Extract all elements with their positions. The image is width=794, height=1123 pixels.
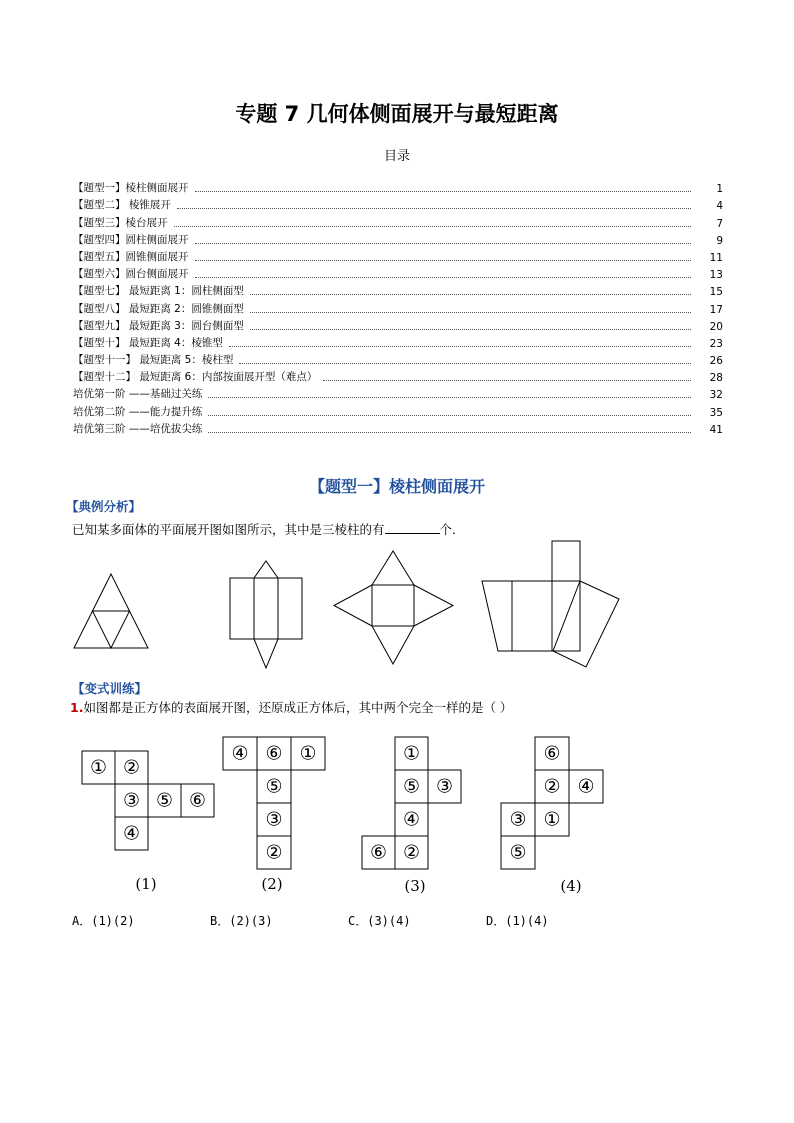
- net-cell: ②: [543, 775, 561, 798]
- toc-label: 【题型八】 最短距离 2：圆锥侧面型: [73, 302, 244, 315]
- triangle-net: [74, 574, 148, 648]
- document-title: 专题 7 几何体侧面展开与最短距离: [235, 102, 559, 126]
- net-cell: ⑤: [509, 841, 527, 864]
- toc-page: 17: [709, 303, 723, 316]
- question-text: 如图都是正方体的表面展开图，还原成正方体后，其中两个完全一样的是（ ）: [83, 700, 513, 715]
- toc-page: 41: [709, 423, 723, 436]
- net-cell: ①: [543, 808, 561, 831]
- net-cell: ⑤: [155, 789, 174, 812]
- option-b[interactable]: [210, 912, 273, 929]
- toc-page: 7: [716, 217, 723, 230]
- option-a[interactable]: [72, 912, 135, 929]
- toc-page: 1: [716, 183, 723, 196]
- toc-entry[interactable]: [73, 247, 723, 264]
- toc-leader: [174, 226, 692, 227]
- toc-entry[interactable]: [73, 419, 723, 436]
- net-cell: ④: [231, 742, 249, 765]
- practice-label: 【变式训练】: [72, 681, 148, 696]
- toc-page: 15: [709, 286, 723, 299]
- toc-label: 培优第一阶 ——基础过关练: [73, 388, 203, 401]
- net-caption: (1): [135, 875, 157, 893]
- toc-page: 28: [709, 372, 723, 385]
- pyramid-net: [334, 551, 453, 664]
- toc-page: 20: [709, 320, 723, 333]
- net-cell: ①: [89, 756, 108, 779]
- toc-entry[interactable]: [73, 212, 723, 229]
- toc-label: 【题型九】 最短距离 3：圆台侧面型: [73, 319, 244, 332]
- toc-page: 32: [709, 389, 723, 402]
- option-letter: C．: [348, 914, 368, 928]
- toc-entry[interactable]: [73, 333, 723, 350]
- toc-label: 【题型七】 最短距离 1：圆柱侧面型: [73, 285, 244, 298]
- net-cell: ④: [577, 775, 595, 798]
- toc-label: 培优第二阶 ——能力提升练: [73, 405, 203, 418]
- net-caption: (3): [404, 877, 426, 895]
- net-cell: ②: [402, 841, 421, 864]
- toc-leader: [177, 208, 691, 209]
- toc-label: 【题型十】 最短距离 4：棱锥型: [73, 336, 223, 349]
- toc-label: 【题型三】棱台展开: [73, 216, 168, 229]
- section-title: 【题型一】棱柱侧面展开: [308, 477, 485, 496]
- net-cell: ③: [122, 789, 141, 812]
- practice-question: [70, 698, 512, 716]
- polyhedron-nets-figure: [0, 535, 794, 670]
- toc-entry[interactable]: [73, 384, 723, 401]
- toc-entry[interactable]: [73, 264, 723, 281]
- toc-entry[interactable]: [73, 230, 723, 247]
- toc-label: 【题型一】棱柱侧面展开: [73, 182, 189, 195]
- net-cell: ④: [122, 822, 141, 845]
- toc-page: 11: [709, 251, 723, 264]
- net-cell: ⑤: [265, 775, 283, 798]
- toc-entry[interactable]: [73, 178, 723, 195]
- net-cell: ①: [299, 742, 317, 765]
- option-d[interactable]: [486, 912, 549, 929]
- net-cell: ⑤: [402, 775, 421, 798]
- option-letter: A．: [72, 914, 92, 928]
- net-cell: ③: [265, 808, 283, 831]
- cube-nets-figure: [0, 730, 794, 900]
- toc-page: 23: [709, 337, 723, 350]
- toc-page: 26: [709, 355, 723, 368]
- toc-leader: [195, 243, 692, 244]
- example-text-end: 个．: [439, 522, 465, 537]
- net-cell: ②: [265, 841, 283, 864]
- net-cell: ⑥: [188, 789, 207, 812]
- net-cell: ②: [122, 756, 141, 779]
- toc-label: 【题型十一】 最短距离 5：棱柱型: [73, 354, 234, 367]
- toc-page: 35: [709, 406, 723, 419]
- toc-label: 【题型六】圆台侧面展开: [73, 268, 189, 281]
- option-letter: D．: [486, 914, 506, 928]
- toc-page: 4: [716, 200, 723, 213]
- toc-page: 9: [716, 234, 723, 247]
- toc-heading: 目录: [383, 149, 410, 164]
- toc-entry[interactable]: [73, 401, 723, 418]
- toc-leader: [208, 432, 691, 433]
- answer-blank[interactable]: [385, 521, 440, 534]
- table-of-contents: [73, 178, 723, 436]
- option-text: (1)(2): [91, 914, 135, 928]
- toc-entry[interactable]: [73, 298, 723, 315]
- option-text: (3)(4): [367, 914, 411, 928]
- net-cell: ⑥: [369, 841, 388, 864]
- net-cell: ③: [435, 775, 454, 798]
- toc-leader: [239, 363, 691, 364]
- net-cell: ⑥: [265, 742, 283, 765]
- net-cell: ③: [509, 808, 527, 831]
- toc-leader: [250, 294, 691, 295]
- example-label: 【典例分析】: [66, 499, 142, 514]
- option-letter: B．: [210, 914, 230, 928]
- irregular-net: [482, 541, 619, 667]
- toc-label: 【题型四】圆柱侧面展开: [73, 233, 189, 246]
- toc-leader: [229, 346, 691, 347]
- option-text: (2)(3): [229, 914, 273, 928]
- toc-leader: [323, 380, 691, 381]
- option-c[interactable]: [348, 912, 411, 929]
- net-cell: ④: [402, 808, 421, 831]
- toc-leader: [208, 397, 691, 398]
- example-text: 已知某多面体的平面展开图如图所示，其中是三棱柱的有: [72, 522, 385, 537]
- toc-leader: [208, 415, 691, 416]
- toc-label: 培优第三阶 ——培优拔尖练: [73, 422, 203, 435]
- toc-leader: [195, 277, 692, 278]
- net-cell: ⑥: [543, 742, 561, 765]
- toc-entry[interactable]: [73, 350, 723, 367]
- toc-entry[interactable]: [73, 367, 723, 384]
- toc-entry[interactable]: [73, 316, 723, 333]
- toc-entry[interactable]: [73, 281, 723, 298]
- net-cell: ①: [402, 742, 421, 765]
- question-number: 1.: [70, 700, 84, 715]
- toc-leader: [250, 329, 691, 330]
- prism-net: [230, 561, 302, 668]
- toc-leader: [195, 260, 692, 261]
- toc-entry[interactable]: [73, 195, 723, 212]
- toc-leader: [195, 191, 692, 192]
- toc-leader: [250, 312, 691, 313]
- toc-label: 【题型二】 棱锥展开: [73, 199, 171, 212]
- toc-label: 【题型十二】 最短距离 6：内部按面展开型（难点）: [73, 371, 318, 384]
- toc-label: 【题型五】圆锥侧面展开: [73, 250, 189, 263]
- option-text: (1)(4): [505, 914, 549, 928]
- net-caption: (4): [560, 877, 582, 895]
- toc-page: 13: [709, 269, 723, 282]
- net-caption: (2): [261, 875, 283, 893]
